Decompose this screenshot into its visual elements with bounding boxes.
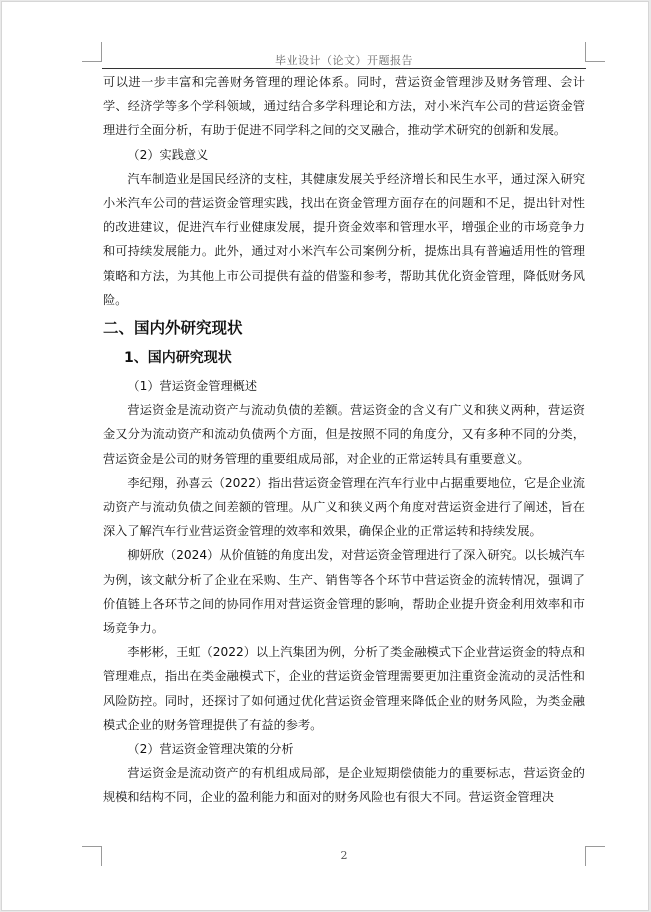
paragraph-theory-continued: 可以进一步丰富和完善财务管理的理论体系。同时，营运资金管理涉及财务管理、会计学、经济学等多个学科领域，通过结合多学科理论和方法，对小米汽车公司的营运资金管理进行全面分析，有助于促进不同学科之间的交叉融合，推动学术研究的创新和发展。 [103, 75, 585, 138]
corner-mark-bottom-right [585, 846, 605, 866]
page-header: 毕业设计（论文）开题报告 [275, 54, 413, 67]
subheading-overview: （1）营运资金管理概述 [127, 379, 258, 394]
paragraph-practical-significance: 汽车制造业是国民经济的支柱，其健康发展关乎经济增长和民生水平，通过深入研究小米汽车公司的营运资金管理实践，找出在资金管理方面存在的问题和不足，提出针对性的改进建议，促进汽车行业健康发展，提升资金效率和管理水平，增强企业的市场竞争力和可持续发展能力。此外，通过对小米汽车公司案例分析，提炼出具有普遍适用性的管理策略和方法，为其他上市公司提供有益的借鉴和参考，帮助其优化资金管理，降低财务风险。 [103, 171, 585, 307]
corner-mark-top-left [82, 42, 102, 62]
document-page [1, 1, 649, 911]
section-heading-research-status: 二、国内外研究现状 [103, 319, 243, 338]
paragraph-definition: 营运资金是流动资产与流动负债的差额。营运资金的含义有广义和狭义两种，营运资金又分为流动资产和流动负债两个方面，但是按照不同的角度分，又有多种不同的分类，营运资金是公司的财务管理的重要组成局部，对企业的正常运转具有重要意义。 [103, 403, 585, 466]
corner-mark-top-right [585, 42, 605, 62]
paragraph-decision-analysis: 营运资金是流动资产的有机组成局部，是企业短期偿债能力的重要标志，营运资金的规模和结构不同，企业的盈利能力和面对的财务风险也有很大不同。营运资金管理决 [103, 766, 585, 805]
header-rule [102, 68, 586, 69]
subsection-heading-domestic: 1、国内研究现状 [124, 350, 232, 367]
corner-mark-bottom-left [82, 846, 102, 866]
paragraph-liu-2024: 柳妍欣（2024）从价值链的角度出发，对营运资金管理进行了深入研究。以长城汽车为例，该文献分析了企业在采购、生产、销售等各个环节中营运资金的流转情况，强调了价值链上各环节之间的协同作用对营运资金管理的影响，帮助企业提升资金利用效率和市场竞争力。 [103, 548, 585, 636]
subheading-practical-significance: （2）实践意义 [127, 147, 209, 162]
paragraph-li-sun-2022: 李纪翔，孙喜云（2022）指出营运资金管理在汽车行业中占据重要地位，它是企业流动资产与流动负债之间差额的管理。从广义和狭义两个角度对营运资金进行了阐述，旨在深入了解汽车行业营运资金管理的效率和效果，确保企业的正常运转和持续发展。 [103, 475, 585, 539]
subheading-decision-analysis: （2）营运资金管理决策的分析 [127, 742, 294, 757]
page-number: 2 [340, 849, 348, 862]
page-body [103, 70, 585, 810]
paragraph-li-wang-2022: 李彬彬，王虹（2022）以上汽集团为例，分析了类金融模式下企业营运资金的特点和管理难点，指出在类金融模式下，企业的营运资金管理需要更加注重资金流动的灵活性和风险防控。同时，还探讨了如何通过优化营运资金管理来降低企业的财务风险，为类金融模式企业的财务管理提供了有益的参考。 [103, 645, 585, 732]
